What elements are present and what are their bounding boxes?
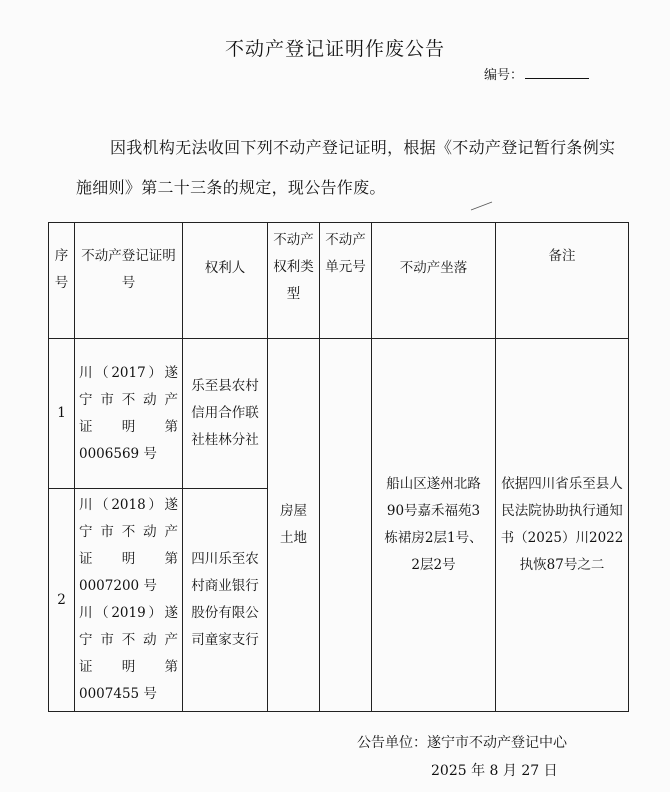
cert-number-cell — [75, 489, 183, 712]
cert-line: 0007455 号 — [79, 686, 157, 702]
issue-date: 2025 年 8 月 27 日 — [431, 763, 558, 779]
owner-cell: 乐至县农村信用合作联社桂林分社 — [183, 339, 268, 489]
header-cert-number: 不动产登记证明号 — [75, 223, 183, 339]
header-location: 不动产坐落 — [372, 223, 496, 339]
cert-line: 证 明 第 — [79, 551, 178, 567]
serial-blank-line — [525, 68, 589, 79]
cert-line: 宁市不动产 — [79, 524, 178, 540]
notice-body: 因我机构无法收回下列不动产登记证明，根据《不动产登记暂行条例实施细则》第二十三条的规定，现公告作废。 — [76, 138, 616, 197]
note-cell: 依据四川省乐至县人民法院协助执行通知书（2025）川2022执恢87号之二 — [496, 339, 629, 712]
cert-line: 川（2017）遂 — [79, 364, 178, 381]
table-row — [49, 339, 629, 489]
header-note: 备注 — [496, 223, 629, 339]
cert-line: 川（2019）遂 — [79, 605, 178, 621]
unit-number-cell — [320, 339, 372, 712]
location-cell: 船山区遂州北路90号嘉禾福苑3栋裙房2层1号、2层2号 — [372, 339, 496, 712]
serial-label: 编号： — [484, 68, 524, 83]
cert-line: 0007200 号 — [79, 578, 157, 594]
cert-line: 宁市不动产 — [79, 632, 178, 648]
table-header-row — [49, 223, 629, 339]
row-index: 1 — [49, 339, 75, 489]
void-certificate-table — [48, 222, 629, 712]
cert-line: 0006569 号 — [79, 445, 157, 462]
pen-stroke-mark — [470, 200, 494, 212]
cert-line: 证 明 第 — [79, 418, 178, 435]
cert-line: 宁市不动产 — [79, 391, 178, 408]
header-owner: 权利人 — [183, 223, 268, 339]
header-index: 序号 — [49, 223, 75, 339]
page-title: 不动产登记证明作废公告 — [224, 38, 445, 60]
cert-line: 证 明 第 — [79, 659, 178, 675]
row-index: 2 — [49, 489, 75, 712]
header-unit-number: 不动产单元号 — [320, 223, 372, 339]
header-right-type: 不动产权利类型 — [268, 223, 320, 339]
issuing-unit: 公告单位：遂宁市不动产登记中心 — [357, 735, 567, 751]
right-type-cell: 房屋土地 — [268, 339, 320, 712]
serial-number-field — [484, 64, 589, 83]
owner-cell: 四川乐至农村商业银行股份有限公司童家支行 — [183, 489, 268, 712]
cert-line: 川（2018）遂 — [79, 497, 178, 513]
cert-number-cell — [75, 339, 183, 489]
